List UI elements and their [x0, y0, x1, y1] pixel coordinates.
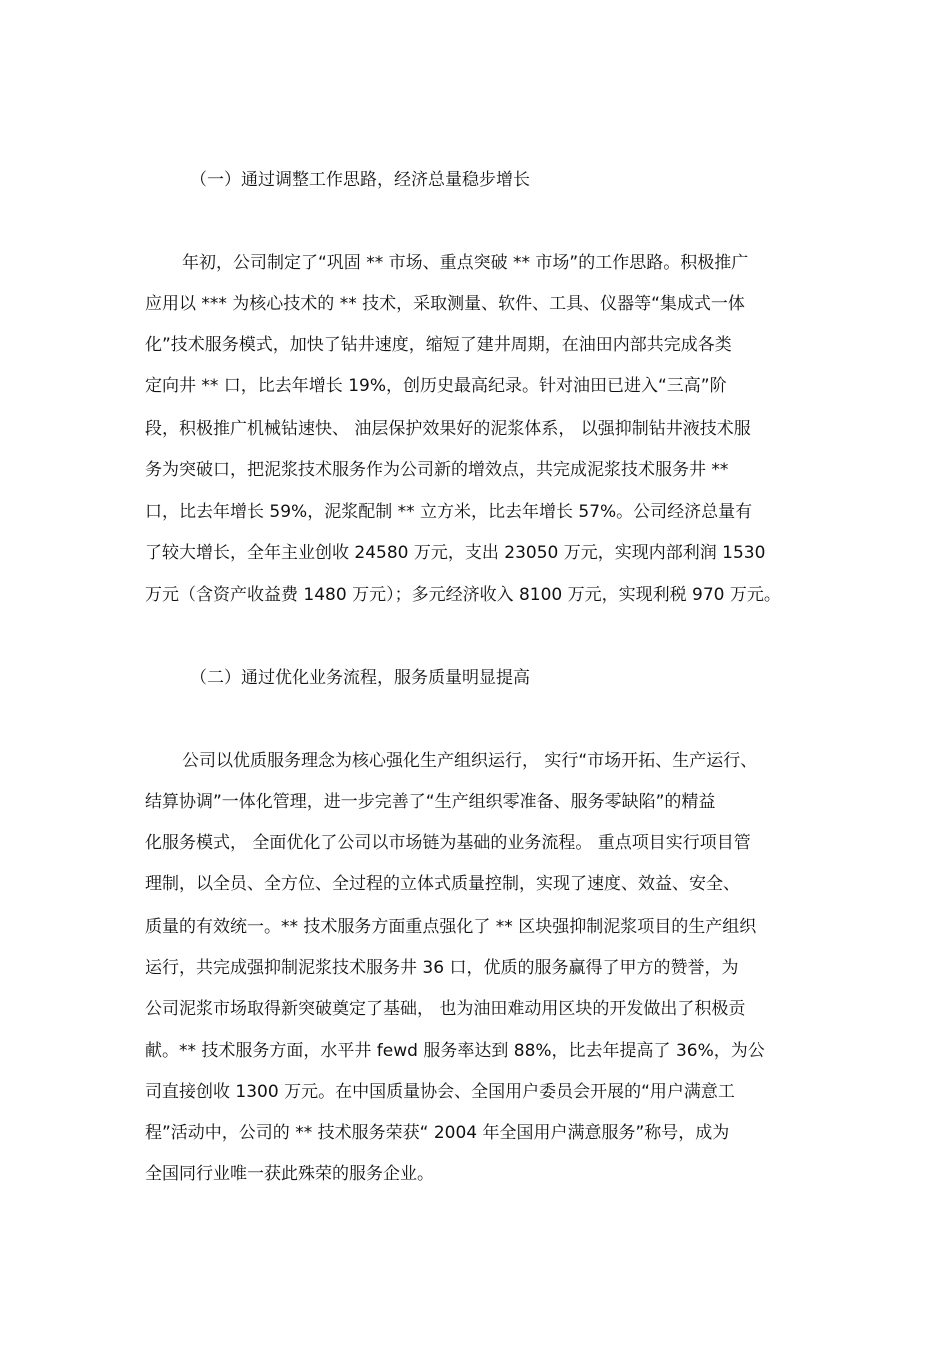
section-2-line: 公司以优质服务理念为核心强化生产组织运行， 实行“市场开拓、生产运行、 — [182, 751, 758, 771]
section-2-line: 献。** 技术服务方面，水平井 fewd 服务率达到 88%，比去年提高了 36%，为公 — [145, 1041, 765, 1061]
section-2-line: 全国同行业唯一获此殊荣的服务企业。 — [145, 1164, 434, 1184]
section-2-line: 质量的有效统一。** 技术服务方面重点强化了 ** 区块强抑制泥浆项目的生产组织 — [145, 917, 757, 937]
section-1-line: 务为突破口，把泥浆技术服务作为公司新的增效点，共完成泥浆技术服务井 ** — [145, 460, 729, 480]
section-1-line: 化”技术服务模式，加快了钻井速度，缩短了建井周期，在油田内部共完成各类 — [145, 335, 732, 355]
section-2-line: 理制，以全员、全方位、全过程的立体式质量控制，实现了速度、效益、安全、 — [145, 874, 740, 894]
section-2-line: 化服务模式， 全面优化了公司以市场链为基础的业务流程。 重点项目实行项目管 — [145, 833, 751, 853]
section-1-line: 段，积极推广机械钻速快、 油层保护效果好的泥浆体系， 以强抑制钻井液技术服 — [145, 419, 751, 439]
section-1-line: 定向井 ** 口，比去年增长 19%，创历史最高纪录。针对油田已进入“三高”阶 — [145, 376, 727, 396]
section-2-heading: （二）通过优化业务流程，服务质量明显提高 — [190, 668, 530, 688]
section-2-line: 运行，共完成强抑制泥浆技术服务井 36 口，优质的服务赢得了甲方的赞誉，为 — [145, 958, 739, 978]
section-2-line: 结算协调”一体化管理，进一步完善了“生产组织零准备、服务零缺陷”的精益 — [145, 792, 716, 812]
section-1-line: 口，比去年增长 59%，泥浆配制 ** 立方米，比去年增长 57%。公司经济总量有 — [145, 502, 753, 522]
section-1-line: 应用以 *** 为核心技术的 ** 技术，采取测量、软件、工具、仪器等“集成式一体 — [145, 294, 745, 314]
section-2-line: 司直接创收 1300 万元。在中国质量协会、全国用户委员会开展的“用户满意工 — [145, 1082, 735, 1102]
section-2-line: 程”活动中，公司的 ** 技术服务荣获“ 2004 年全国用户满意服务”称号，成为 — [145, 1123, 730, 1143]
section-1-heading: （一）通过调整工作思路，经济总量稳步增长 — [190, 170, 530, 190]
section-1-line: 了较大增长，全年主业创收 24580 万元，支出 23050 万元，实现内部利润 1530 — [145, 543, 766, 563]
section-1-line: 万元（含资产收益费 1480 万元）；多元经济收入 8100 万元，实现利税 970 万元。 — [145, 585, 781, 605]
section-2-line: 公司泥浆市场取得新突破奠定了基础， 也为油田难动用区块的开发做出了积极贡 — [145, 999, 746, 1019]
section-1-line: 年初，公司制定了“巩固 ** 市场、重点突破 ** 市场”的工作思路。积极推广 — [182, 253, 749, 273]
